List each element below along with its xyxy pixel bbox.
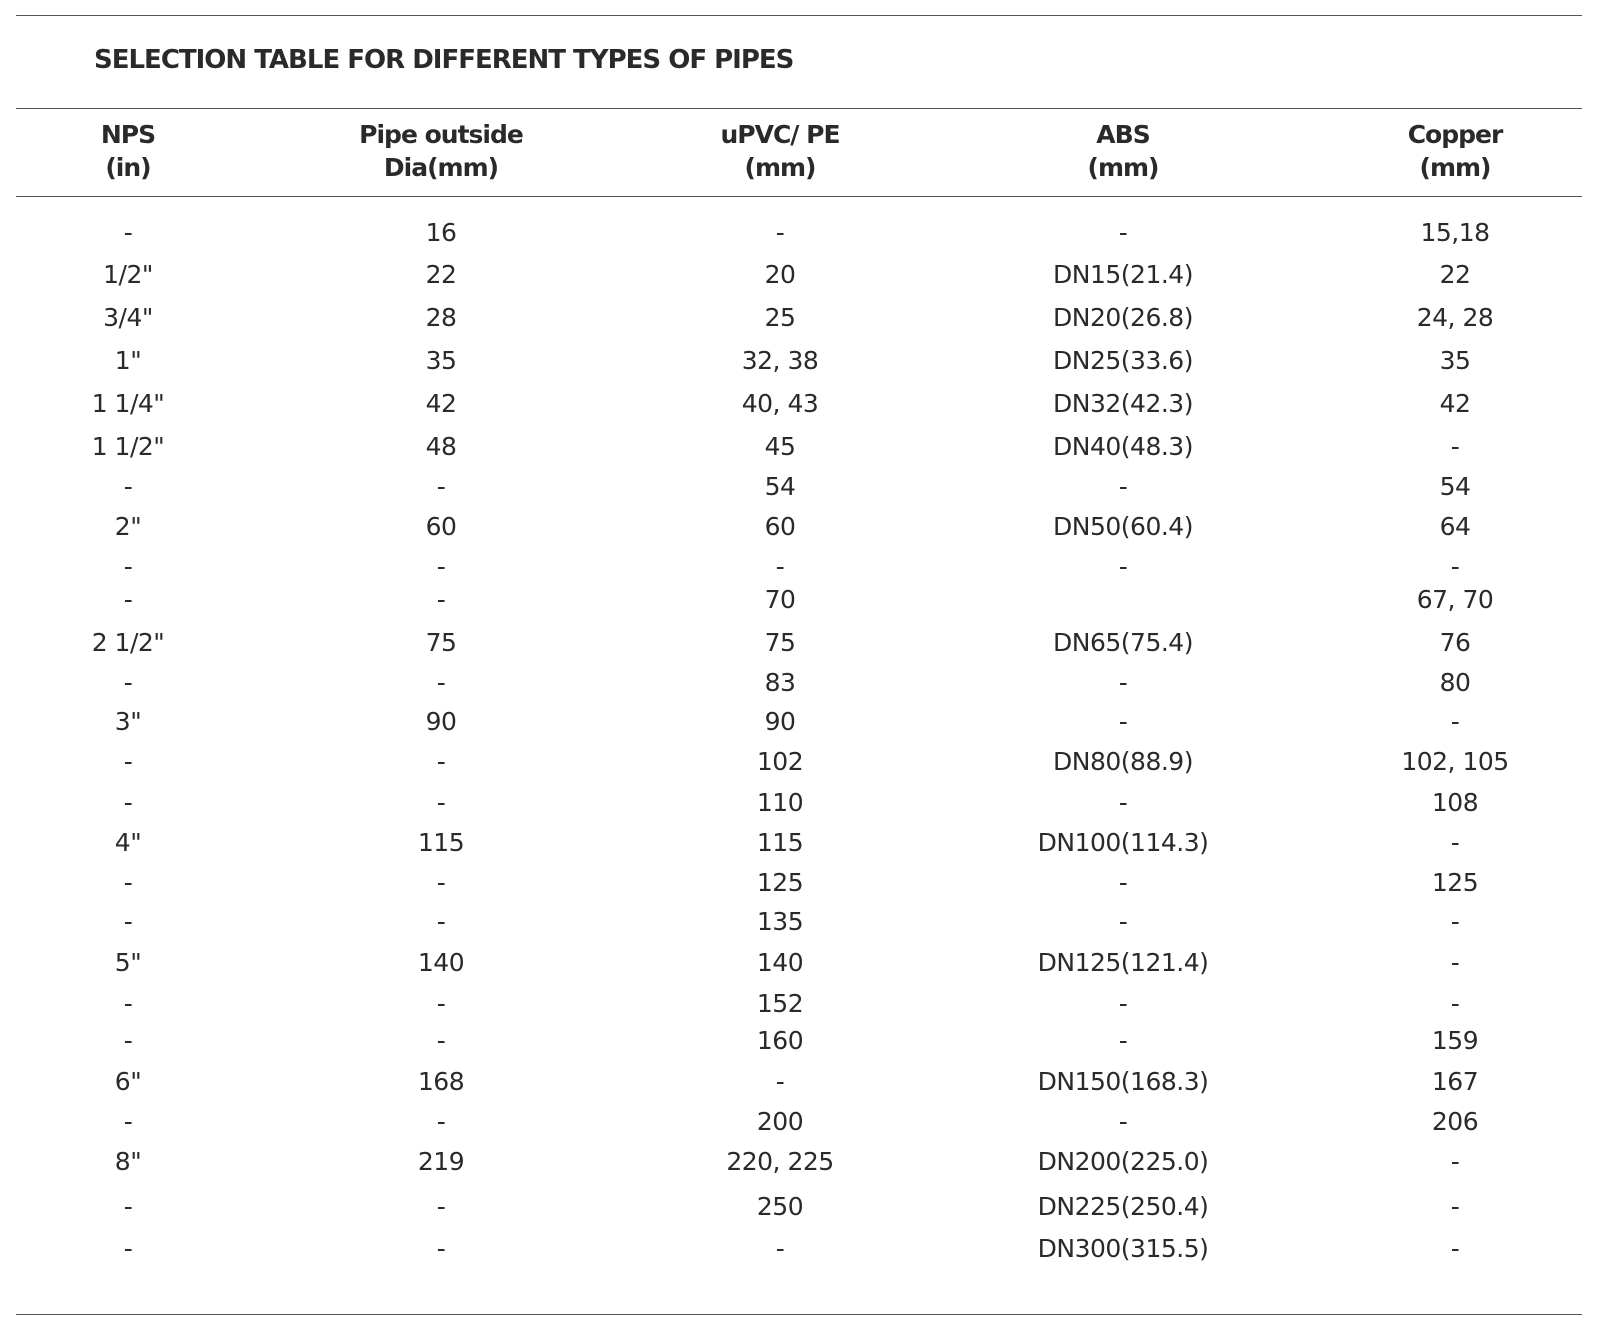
- table-row: [0, 1232, 1600, 1266]
- cell-copper: 167: [1431, 1067, 1479, 1096]
- cell-copper: 15,18: [1420, 218, 1490, 247]
- cell-abs: DN80(88.9): [1053, 747, 1193, 776]
- cell-pipe-outside-dia: -: [436, 747, 446, 776]
- cell-abs: -: [1118, 868, 1128, 897]
- column-header-line2: (mm): [744, 153, 816, 182]
- cell-nps: -: [123, 1192, 133, 1221]
- table-row: [0, 470, 1600, 504]
- column-header-line1: NPS: [100, 120, 156, 149]
- table-row: [0, 430, 1600, 464]
- cell-nps: 3": [114, 707, 142, 736]
- table-row: [0, 1105, 1600, 1139]
- column-header-line1: uPVC/ PE: [720, 120, 840, 149]
- cell-pipe-outside-dia: 168: [417, 1067, 465, 1096]
- cell-copper: 24, 28: [1416, 303, 1494, 332]
- column-header-line1: Pipe outside: [359, 120, 523, 149]
- column-header-line1: Copper: [1407, 120, 1503, 149]
- cell-copper: 22: [1439, 260, 1471, 289]
- cell-pipe-outside-dia: 42: [425, 389, 457, 418]
- cell-pipe-outside-dia: -: [436, 788, 446, 817]
- cell-copper: 108: [1431, 788, 1479, 817]
- cell-upvc-pe: 54: [764, 472, 796, 501]
- cell-abs: DN20(26.8): [1053, 303, 1193, 332]
- table-row: [0, 786, 1600, 820]
- cell-abs: DN40(48.3): [1053, 432, 1193, 461]
- cell-nps: -: [123, 668, 133, 697]
- cell-abs: -: [1118, 1107, 1128, 1136]
- table-row: [0, 1065, 1600, 1099]
- table-row: [0, 301, 1600, 335]
- cell-nps: 1 1/2": [91, 432, 165, 461]
- column-header-line1: ABS: [1096, 120, 1150, 149]
- cell-copper: 35: [1439, 346, 1471, 375]
- cell-pipe-outside-dia: -: [436, 585, 446, 614]
- cell-abs: DN15(21.4): [1053, 260, 1193, 289]
- cell-abs: -: [1118, 1026, 1128, 1055]
- table-row: [0, 905, 1600, 939]
- cell-pipe-outside-dia: -: [436, 552, 446, 581]
- table-row: [0, 1190, 1600, 1224]
- table-row: [0, 866, 1600, 900]
- cell-nps: -: [123, 788, 133, 817]
- cell-upvc-pe: 20: [764, 260, 796, 289]
- cell-nps: -: [123, 552, 133, 581]
- cell-nps: -: [123, 1234, 133, 1263]
- cell-nps: -: [123, 472, 133, 501]
- cell-pipe-outside-dia: 60: [425, 512, 457, 541]
- cell-pipe-outside-dia: -: [436, 868, 446, 897]
- cell-upvc-pe: 60: [764, 512, 796, 541]
- cell-pipe-outside-dia: -: [436, 1192, 446, 1221]
- cell-nps: -: [123, 218, 133, 247]
- cell-copper: 64: [1439, 512, 1471, 541]
- cell-copper: 67, 70: [1416, 585, 1494, 614]
- cell-pipe-outside-dia: -: [436, 472, 446, 501]
- cell-abs: DN150(168.3): [1037, 1067, 1209, 1096]
- cell-nps: 5": [114, 948, 142, 977]
- cell-upvc-pe: -: [775, 1067, 785, 1096]
- cell-nps: 1/2": [103, 260, 153, 289]
- column-header-line2: (mm): [1419, 153, 1491, 182]
- cell-upvc-pe: 40, 43: [741, 389, 819, 418]
- cell-pipe-outside-dia: 219: [417, 1147, 465, 1176]
- cell-nps: 2": [114, 512, 142, 541]
- cell-copper: -: [1450, 948, 1460, 977]
- cell-upvc-pe: 115: [756, 828, 804, 857]
- cell-upvc-pe: 83: [764, 668, 796, 697]
- cell-copper: -: [1450, 1147, 1460, 1176]
- cell-nps: 6": [114, 1067, 142, 1096]
- table-row: [0, 946, 1600, 980]
- cell-upvc-pe: 152: [756, 989, 804, 1018]
- cell-upvc-pe: 220, 225: [726, 1147, 834, 1176]
- cell-nps: -: [123, 1107, 133, 1136]
- cell-nps: 3/4": [103, 303, 153, 332]
- cell-copper: 80: [1439, 668, 1471, 697]
- cell-nps: 2 1/2": [91, 628, 165, 657]
- cell-copper: -: [1450, 707, 1460, 736]
- cell-copper: 206: [1431, 1107, 1479, 1136]
- cell-pipe-outside-dia: -: [436, 907, 446, 936]
- table-row: [0, 550, 1600, 584]
- cell-upvc-pe: 125: [756, 868, 804, 897]
- cell-copper: -: [1450, 828, 1460, 857]
- cell-nps: 1 1/4": [91, 389, 165, 418]
- cell-upvc-pe: 200: [756, 1107, 804, 1136]
- cell-copper: -: [1450, 1234, 1460, 1263]
- cell-abs: -: [1118, 552, 1128, 581]
- cell-abs: DN225(250.4): [1037, 1192, 1209, 1221]
- table-row: [0, 1024, 1600, 1058]
- cell-upvc-pe: 135: [756, 907, 804, 936]
- cell-copper: 54: [1439, 472, 1471, 501]
- bottom-rule: [16, 1314, 1582, 1315]
- column-header-line2: (mm): [1087, 153, 1159, 182]
- table-row: [0, 216, 1600, 250]
- cell-pipe-outside-dia: -: [436, 1234, 446, 1263]
- cell-upvc-pe: -: [775, 1234, 785, 1263]
- cell-copper: -: [1450, 907, 1460, 936]
- cell-abs: -: [1118, 907, 1128, 936]
- table-row: [0, 387, 1600, 421]
- table-row: [0, 258, 1600, 292]
- table-row: [0, 987, 1600, 1021]
- cell-upvc-pe: 140: [756, 948, 804, 977]
- cell-copper: 42: [1439, 389, 1471, 418]
- cell-abs: DN300(315.5): [1037, 1234, 1209, 1263]
- cell-copper: 76: [1439, 628, 1471, 657]
- cell-pipe-outside-dia: 22: [425, 260, 457, 289]
- cell-abs: -: [1118, 472, 1128, 501]
- cell-abs: DN125(121.4): [1037, 948, 1209, 977]
- cell-nps: -: [123, 747, 133, 776]
- cell-nps: -: [123, 1026, 133, 1055]
- table-row: [0, 626, 1600, 660]
- cell-nps: -: [123, 585, 133, 614]
- table-row: [0, 1145, 1600, 1179]
- cell-pipe-outside-dia: -: [436, 989, 446, 1018]
- cell-pipe-outside-dia: 35: [425, 346, 457, 375]
- cell-abs: -: [1118, 668, 1128, 697]
- cell-copper: 102, 105: [1401, 747, 1509, 776]
- cell-upvc-pe: -: [775, 552, 785, 581]
- cell-abs: DN200(225.0): [1037, 1147, 1209, 1176]
- cell-upvc-pe: 110: [756, 788, 804, 817]
- cell-nps: -: [123, 907, 133, 936]
- cell-abs: -: [1118, 707, 1128, 736]
- cell-nps: -: [123, 868, 133, 897]
- table-row: [0, 344, 1600, 378]
- cell-upvc-pe: 25: [764, 303, 796, 332]
- cell-copper: 159: [1431, 1026, 1479, 1055]
- cell-pipe-outside-dia: 16: [425, 218, 457, 247]
- cell-abs: DN100(114.3): [1037, 828, 1209, 857]
- cell-pipe-outside-dia: 115: [417, 828, 465, 857]
- table-row: [0, 745, 1600, 779]
- cell-upvc-pe: 90: [764, 707, 796, 736]
- cell-nps: 1": [114, 346, 142, 375]
- cell-upvc-pe: -: [775, 218, 785, 247]
- table-row: [0, 826, 1600, 860]
- cell-abs: -: [1118, 989, 1128, 1018]
- cell-copper: 125: [1431, 868, 1479, 897]
- cell-pipe-outside-dia: 75: [425, 628, 457, 657]
- cell-pipe-outside-dia: -: [436, 1026, 446, 1055]
- cell-nps: 8": [114, 1147, 142, 1176]
- cell-pipe-outside-dia: 28: [425, 303, 457, 332]
- cell-abs: DN32(42.3): [1053, 389, 1193, 418]
- cell-upvc-pe: 45: [764, 432, 796, 461]
- cell-upvc-pe: 250: [756, 1192, 804, 1221]
- cell-nps: -: [123, 989, 133, 1018]
- cell-abs: DN50(60.4): [1053, 512, 1193, 541]
- table-row: [0, 666, 1600, 700]
- column-header-line2: (in): [105, 153, 151, 182]
- cell-upvc-pe: 75: [764, 628, 796, 657]
- cell-pipe-outside-dia: -: [436, 668, 446, 697]
- cell-copper: -: [1450, 552, 1460, 581]
- cell-copper: -: [1450, 432, 1460, 461]
- cell-upvc-pe: 160: [756, 1026, 804, 1055]
- cell-copper: -: [1450, 989, 1460, 1018]
- cell-copper: -: [1450, 1192, 1460, 1221]
- cell-abs: -: [1118, 788, 1128, 817]
- table-row: [0, 510, 1600, 544]
- cell-abs: DN25(33.6): [1053, 346, 1193, 375]
- cell-pipe-outside-dia: 90: [425, 707, 457, 736]
- cell-pipe-outside-dia: 140: [417, 948, 465, 977]
- cell-upvc-pe: 102: [756, 747, 804, 776]
- column-header-line2: Dia(mm): [383, 153, 499, 182]
- cell-abs: -: [1118, 218, 1128, 247]
- table-title: SELECTION TABLE FOR DIFFERENT TYPES OF PIPES: [94, 45, 794, 75]
- cell-upvc-pe: 32, 38: [741, 346, 819, 375]
- cell-pipe-outside-dia: -: [436, 1107, 446, 1136]
- cell-nps: 4": [114, 828, 142, 857]
- cell-upvc-pe: 70: [764, 585, 796, 614]
- table-row: [0, 583, 1600, 617]
- cell-abs: DN65(75.4): [1053, 628, 1193, 657]
- cell-pipe-outside-dia: 48: [425, 432, 457, 461]
- table-row: [0, 705, 1600, 739]
